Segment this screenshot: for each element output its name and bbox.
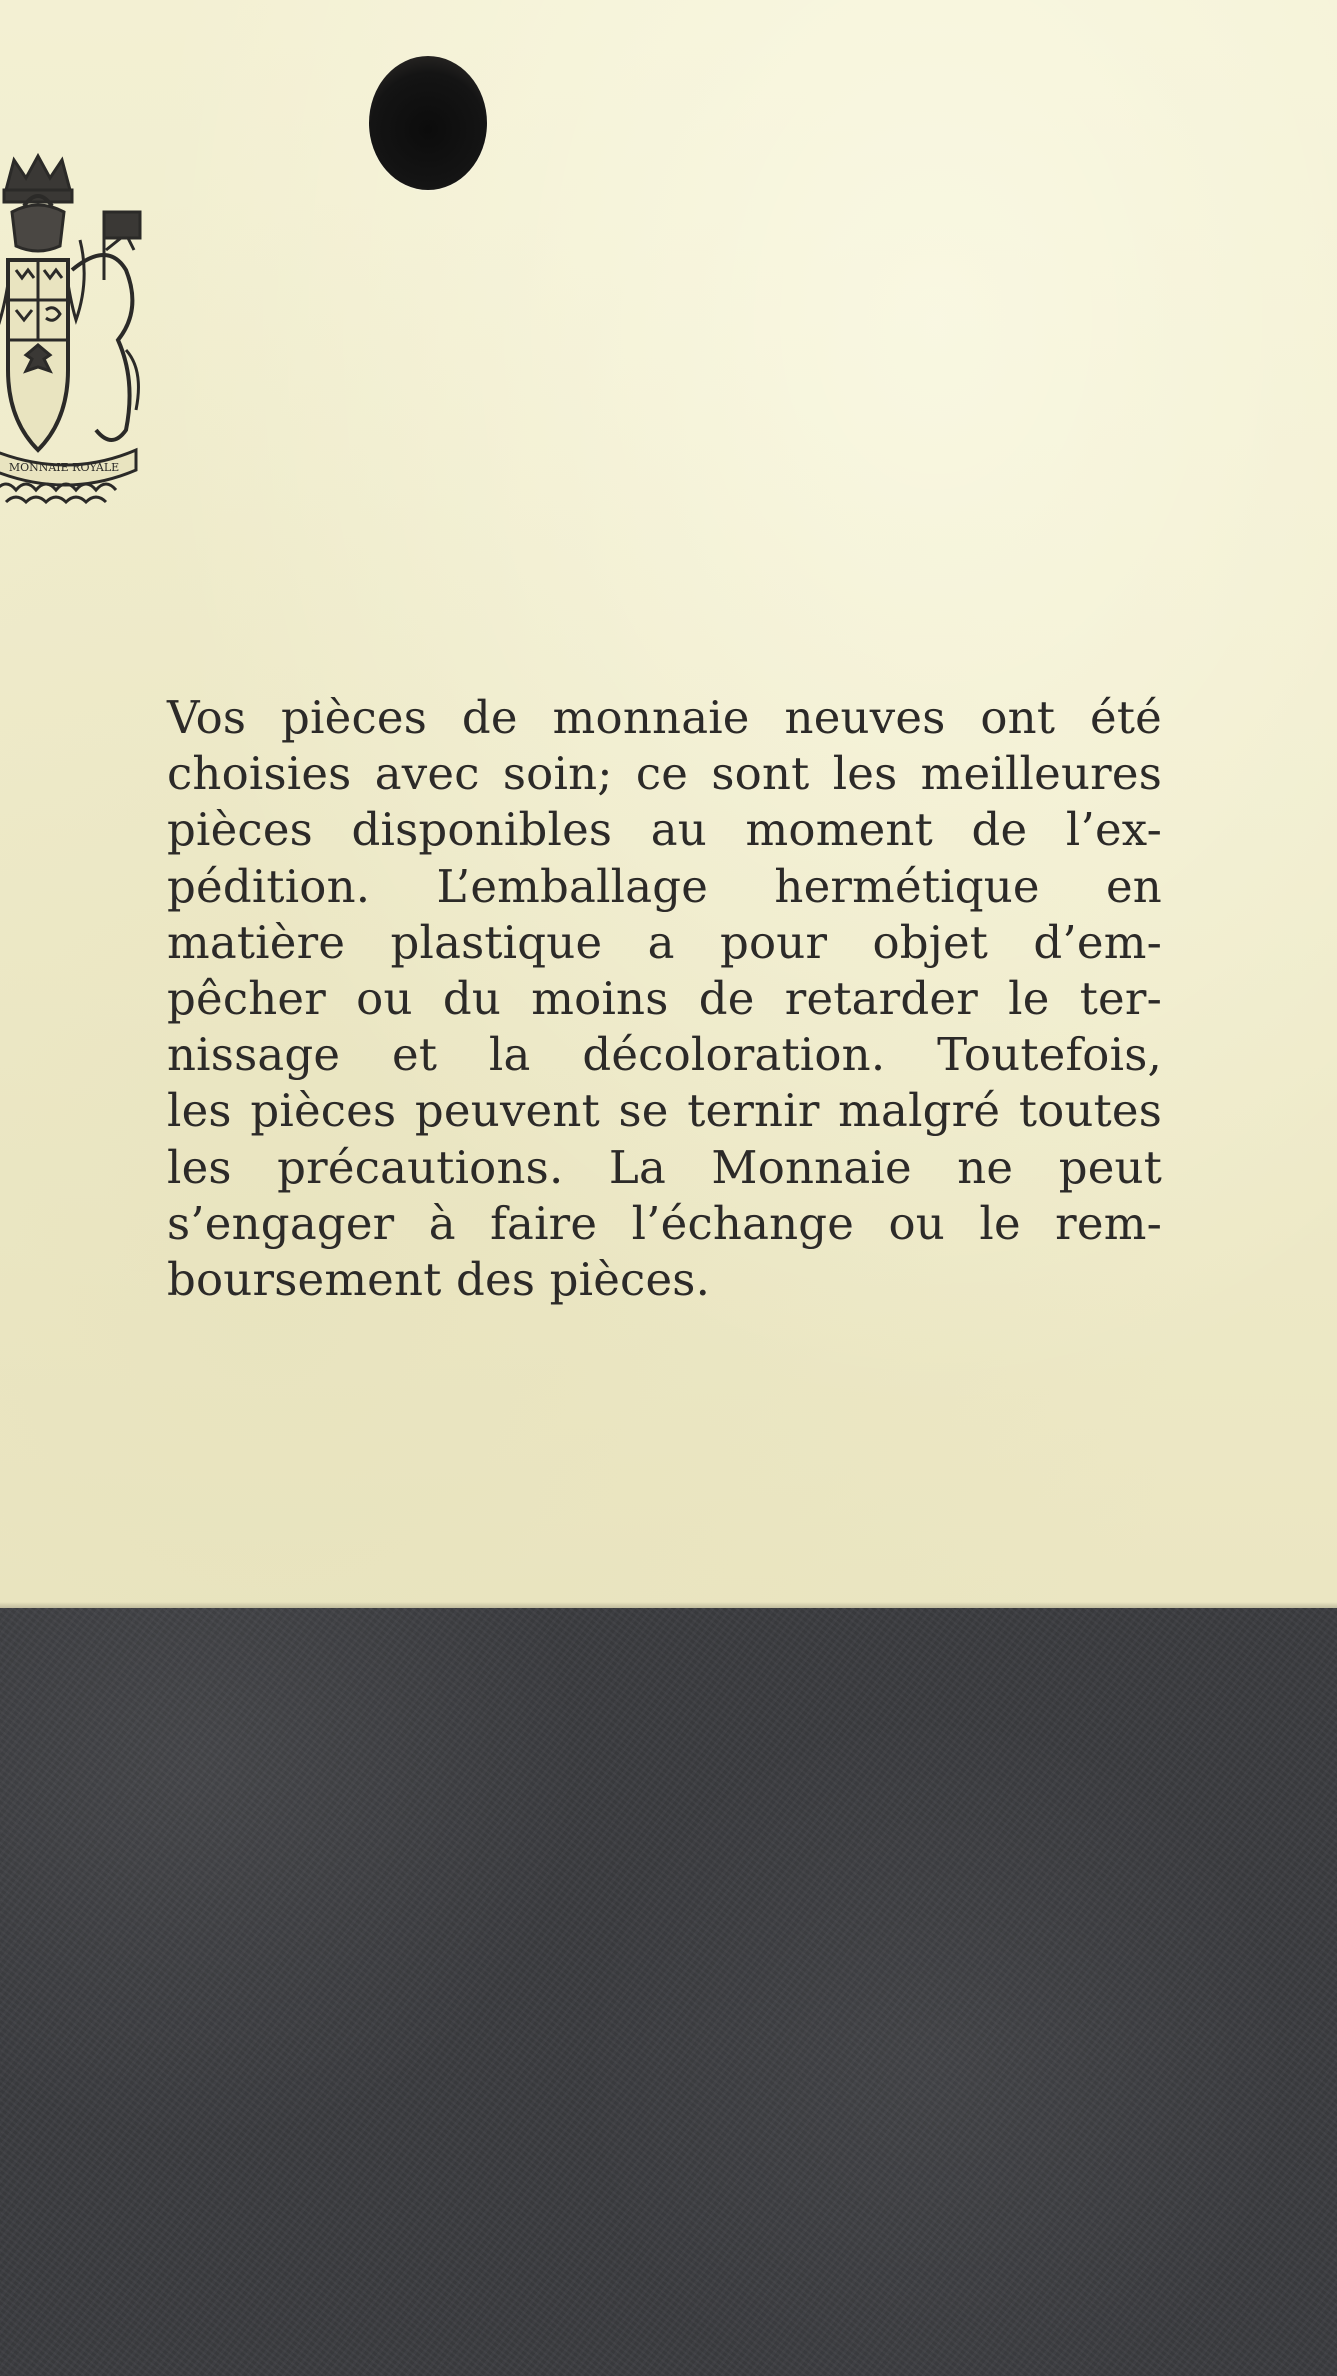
notice-line: pièces disponibles au moment de l’ex- [167, 803, 1162, 857]
canadian-coat-of-arms-icon [0, 150, 156, 515]
punch-hole [369, 56, 487, 190]
notice-line: les précautions. La Monnaie ne peut [167, 1140, 1162, 1194]
notice-line: s’engager à faire l’échange ou le rem- [167, 1196, 1162, 1250]
notice-line: nissage et la décoloration. Toutefois, [167, 1028, 1162, 1082]
seal-motto: MONNAIE ROYALE [8, 461, 120, 474]
felt-background [0, 1608, 1337, 2376]
notice-line: Vos pièces de monnaie neuves ont été [167, 691, 1162, 744]
notice-text [167, 690, 1162, 1308]
notice-line: matière plastique a pour objet d’em- [167, 915, 1162, 969]
notice-line: pêcher ou du moins de retarder le ter- [167, 972, 1162, 1026]
notice-line: boursement des pièces. [167, 1253, 711, 1307]
notice-line: les pièces peuvent se ternir malgré toutes [167, 1084, 1162, 1138]
notice-line: pédition. L’emballage hermétique en [167, 859, 1162, 913]
notice-line: choisies avec soin; ce sont les meilleures [167, 747, 1162, 801]
